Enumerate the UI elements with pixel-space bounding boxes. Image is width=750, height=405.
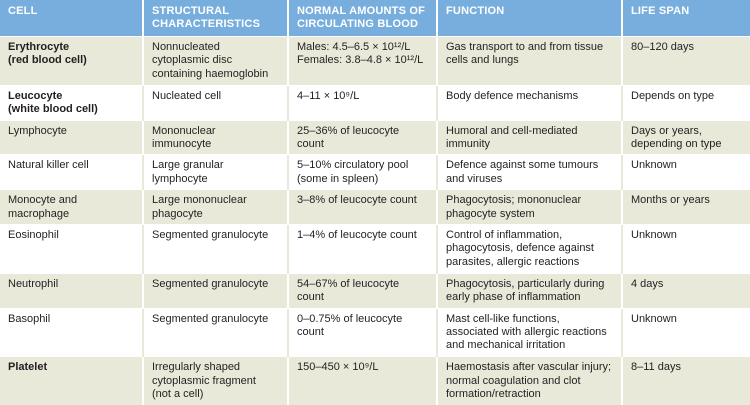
normal-amounts xyxy=(288,273,437,308)
normal-amounts xyxy=(288,155,437,190)
normal-amounts xyxy=(288,85,437,120)
cell-name xyxy=(0,85,143,120)
header-life-span: LIFE SPAN xyxy=(622,0,750,37)
function-line: Defence against some tumours xyxy=(446,159,599,172)
structural-characteristics-line: phagocyte xyxy=(152,207,203,220)
function xyxy=(437,190,622,225)
table-row xyxy=(0,85,750,120)
life-span-line: 4 days xyxy=(631,277,664,290)
life-span xyxy=(622,273,750,308)
function-line: Body defence mechanisms xyxy=(446,89,579,102)
life-span xyxy=(622,308,750,357)
function xyxy=(437,85,622,120)
normal-amounts-line: 54–67% of leucocyte xyxy=(297,277,400,290)
table-row xyxy=(0,308,750,357)
cell-name-line: Monocyte and xyxy=(8,194,78,207)
life-span-line: 80–120 days xyxy=(631,41,694,53)
structural-characteristics-line: Irregularly shaped xyxy=(152,361,241,374)
function xyxy=(437,155,622,190)
function-line: Haemostasis after vascular injury; xyxy=(446,361,612,374)
function xyxy=(437,37,622,86)
normal-amounts-line: 0–0.75% of leucocyte xyxy=(297,312,403,325)
life-span xyxy=(622,37,750,86)
life-span-line: Unknown xyxy=(631,159,677,172)
life-span-line: Unknown xyxy=(631,229,677,242)
function-line: formation/retraction xyxy=(446,388,541,401)
structural-characteristics-line: Mononuclear xyxy=(152,124,216,137)
structural-characteristics xyxy=(143,155,288,190)
cell-name-line: Platelet xyxy=(8,361,48,374)
cell-name-line: Leucocyte xyxy=(8,89,63,102)
function-line: and mechanical irritation xyxy=(446,339,566,352)
life-span-line: Months or years xyxy=(631,194,710,207)
cell-name-line: Basophil xyxy=(8,312,51,325)
function-line: parasites, allergic reactions xyxy=(446,255,580,268)
cell-name-line: Lymphocyte xyxy=(8,124,67,137)
table-row xyxy=(0,37,750,86)
structural-characteristics xyxy=(143,357,288,405)
normal-amounts-line: count xyxy=(297,291,324,304)
normal-amounts xyxy=(288,120,437,155)
normal-amounts xyxy=(288,190,437,225)
header-normal-amounts: NORMAL AMOUNTS OF CIRCULATING BLOOD xyxy=(288,0,437,37)
function-line: Gas transport to and from tissue xyxy=(446,41,604,53)
normal-amounts-line: Males: 4.5–6.5 × 10¹²/L xyxy=(297,41,411,53)
function-line: Phagocytosis, particularly during xyxy=(446,277,605,290)
structural-characteristics-line: Nucleated cell xyxy=(152,89,222,102)
life-span-line: 8–11 days xyxy=(631,361,681,374)
life-span-line: depending on type xyxy=(631,137,722,150)
function-line: Humoral and cell-mediated xyxy=(446,124,578,137)
normal-amounts-line: 1–4% of leucocyte count xyxy=(297,229,417,242)
life-span-line: Depends on type xyxy=(631,89,715,102)
table-row xyxy=(0,357,750,405)
header-row xyxy=(0,0,750,37)
normal-amounts-line: 150–450 × 10⁹/L xyxy=(297,361,379,374)
structural-characteristics-line: Large mononuclear xyxy=(152,194,247,207)
normal-amounts xyxy=(288,357,437,405)
cell-name xyxy=(0,190,143,225)
cell-name-line: (white blood cell) xyxy=(8,103,98,116)
normal-amounts-line: count xyxy=(297,137,324,150)
cell-name xyxy=(0,308,143,357)
normal-amounts-line: (some in spleen) xyxy=(297,172,379,185)
normal-amounts-line: 25–36% of leucocyte xyxy=(297,124,400,137)
normal-amounts-line: Females: 3.8–4.8 × 10¹²/L xyxy=(297,54,424,67)
structural-characteristics xyxy=(143,225,288,274)
normal-amounts-line: 5–10% circulatory pool xyxy=(297,159,409,172)
structural-characteristics-line: Large granular xyxy=(152,159,224,172)
cell-name xyxy=(0,37,143,86)
structural-characteristics-line: lymphocyte xyxy=(152,172,208,185)
cell-name xyxy=(0,273,143,308)
function-line: associated with allergic reactions xyxy=(446,325,607,338)
structural-characteristics-line: cytoplasmic fragment xyxy=(152,374,256,387)
table-row xyxy=(0,273,750,308)
header-structural-characteristics: STRUCTURAL CHARACTERISTICS xyxy=(143,0,288,37)
function-line: Control of inflammation, xyxy=(446,229,563,242)
cell-name xyxy=(0,120,143,155)
structural-characteristics-line: Segmented granulocyte xyxy=(152,229,269,242)
function xyxy=(437,357,622,405)
table-row xyxy=(0,155,750,190)
structural-characteristics-line: cytoplasmic disc xyxy=(152,54,233,67)
structural-characteristics xyxy=(143,37,288,86)
structural-characteristics xyxy=(143,308,288,357)
structural-characteristics xyxy=(143,120,288,155)
structural-characteristics xyxy=(143,190,288,225)
structural-characteristics-line: (not a cell) xyxy=(152,388,204,401)
function-line: cells and lungs xyxy=(446,54,519,67)
life-span xyxy=(622,155,750,190)
normal-amounts xyxy=(288,225,437,274)
table-row xyxy=(0,120,750,155)
function xyxy=(437,273,622,308)
table-row xyxy=(0,190,750,225)
function xyxy=(437,120,622,155)
table-header xyxy=(0,0,750,37)
structural-characteristics-line: Segmented granulocyte xyxy=(152,312,269,325)
function-line: and viruses xyxy=(446,172,503,185)
function-line: phagocyte system xyxy=(446,207,535,220)
life-span xyxy=(622,225,750,274)
normal-amounts xyxy=(288,308,437,357)
function-line: early phase of inflammation xyxy=(446,291,581,304)
cell-name xyxy=(0,225,143,274)
structural-characteristics xyxy=(143,85,288,120)
header-function: FUNCTION xyxy=(437,0,622,37)
function xyxy=(437,225,622,274)
cell-name-line: macrophage xyxy=(8,207,70,220)
table-body xyxy=(0,37,750,405)
cell-name-line: Natural killer cell xyxy=(8,159,89,172)
function-line: normal coagulation and clot xyxy=(446,374,581,387)
life-span xyxy=(622,190,750,225)
function-line: immunity xyxy=(446,137,491,150)
structural-characteristics-line: containing haemoglobin xyxy=(152,67,269,80)
structural-characteristics xyxy=(143,273,288,308)
life-span xyxy=(622,85,750,120)
function-line: Phagocytosis; mononuclear xyxy=(446,194,582,207)
structural-characteristics-line: Nonnucleated xyxy=(152,41,220,53)
life-span-line: Unknown xyxy=(631,312,677,325)
cell-name-line: (red blood cell) xyxy=(8,54,87,67)
header-cell: CELL xyxy=(0,0,143,37)
life-span-line: Days or years, xyxy=(631,124,702,137)
cell-name-line: Neutrophil xyxy=(8,277,59,290)
table-row xyxy=(0,225,750,274)
life-span xyxy=(622,120,750,155)
normal-amounts xyxy=(288,37,437,86)
cell-name-line: Eosinophil xyxy=(8,229,59,242)
normal-amounts-line: 4–11 × 10⁹/L xyxy=(297,89,360,102)
life-span xyxy=(622,357,750,405)
normal-amounts-line: count xyxy=(297,325,324,338)
cell-name xyxy=(0,357,143,405)
structural-characteristics-line: Segmented granulocyte xyxy=(152,277,269,290)
normal-amounts-line: 3–8% of leucocyte count xyxy=(297,194,417,207)
cell-name-line: Erythrocyte xyxy=(8,41,70,53)
structural-characteristics-line: immunocyte xyxy=(152,137,212,150)
function xyxy=(437,308,622,357)
function-line: phagocytosis, defence against xyxy=(446,242,594,255)
cell-name xyxy=(0,155,143,190)
function-line: Mast cell-like functions, xyxy=(446,312,560,325)
